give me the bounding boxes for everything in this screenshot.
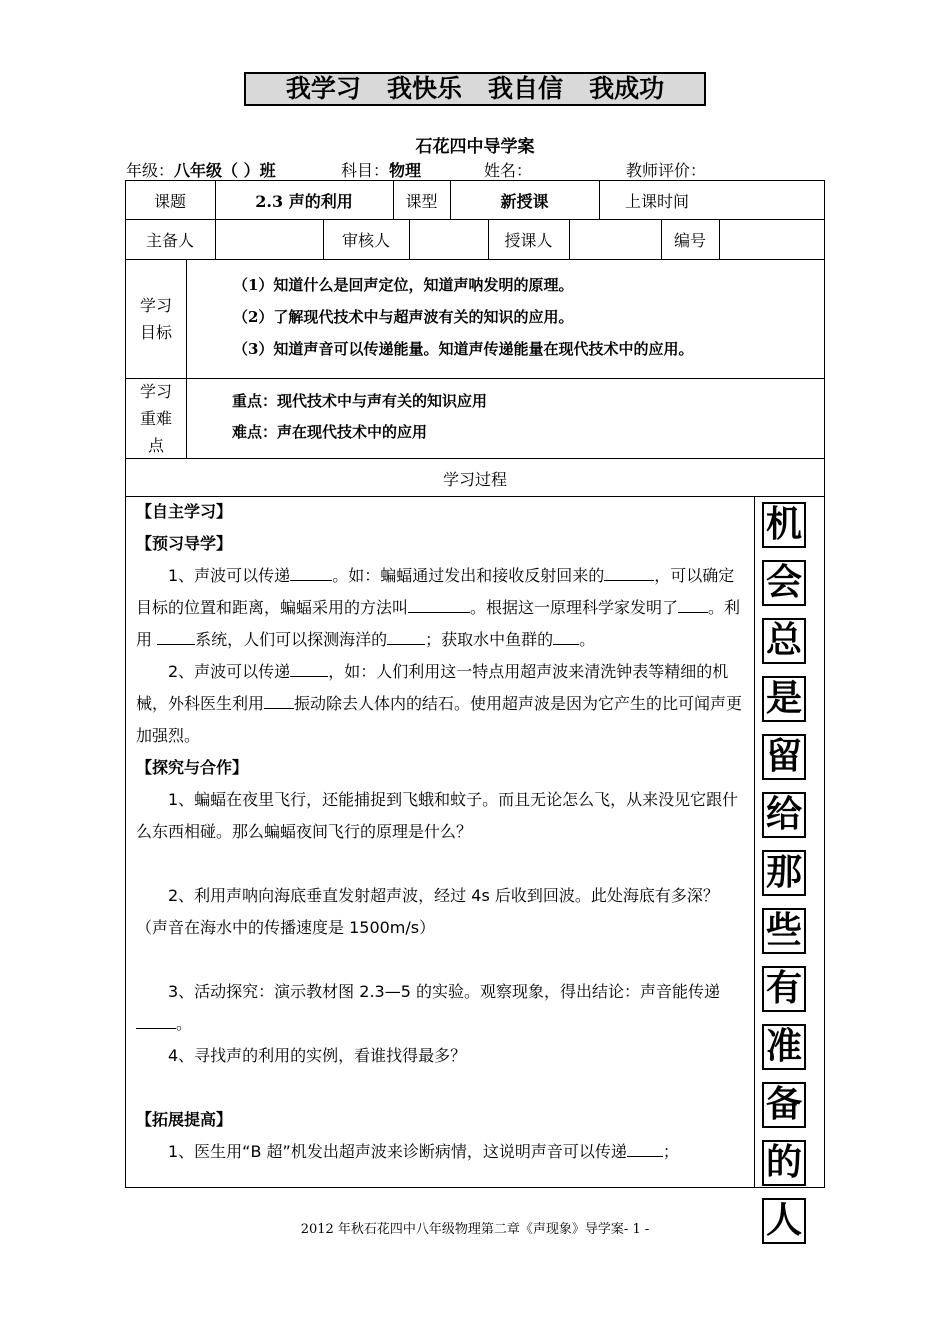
process-title: 学习过程: [442, 470, 507, 489]
question-text: ，如：人们利用这一特点用超声波来清洗钟表等精细的机械，外科医生利用: [136, 662, 729, 713]
motto-char: 留: [762, 734, 806, 780]
objective-item: （1）知道什么是回声定位，知道声呐发明的原理。: [233, 276, 574, 294]
objectives-label: 学习目标: [139, 296, 172, 342]
question-text: 。: [579, 630, 596, 649]
question-text: 。利用: [136, 598, 741, 649]
topic-label: 课题: [153, 191, 186, 211]
answer-blank[interactable]: [157, 626, 195, 645]
difficult-point: 难点：声在现代技术中的应用: [232, 423, 428, 441]
answer-blank[interactable]: [408, 594, 470, 613]
answer-blank[interactable]: [678, 594, 708, 613]
number-label: 编号: [673, 230, 706, 250]
table-divider: [754, 496, 755, 1188]
motto-char: 总: [762, 618, 806, 664]
question-text: ；: [662, 1142, 679, 1161]
document-title: 石花四中导学案: [415, 137, 535, 157]
answer-blank[interactable]: [136, 1010, 176, 1029]
self-study-heading: 【自主学习】: [136, 502, 233, 521]
question-text: ；获取水中鱼群的: [425, 630, 554, 649]
explore-heading: 【探究与合作】: [136, 758, 249, 777]
class-time-label: 上课时间: [625, 191, 690, 211]
topic-value: 2.3 声的利用: [255, 191, 353, 211]
preview-heading: 【预习导学】: [136, 534, 233, 553]
motto-char: 有: [762, 966, 806, 1012]
objective-item: （3）知道声音可以传递能量。知道声传递能量在现代技术中的应用。: [233, 340, 694, 358]
explore-question-3: [136, 976, 748, 1040]
class-time-value[interactable]: [719, 180, 825, 220]
table-divider: [125, 458, 825, 459]
teacher-eval-label: 教师评价：: [626, 161, 707, 180]
extend-question-1: [136, 1136, 748, 1168]
question-text: 1、医生用“B 超”机发出超声波来诊断病情，这说明声音可以传递: [168, 1142, 627, 1161]
explore-question-1: 1、蝙蝠在夜里飞行，还能捕捉到飞蛾和蚊子。而且无论怎么飞，从来没见它跟什么东西相碰。那么蝙蝠夜间飞行的原理是什么？: [136, 790, 739, 841]
question-text: 。根据这一原理科学家发明了: [470, 598, 679, 617]
motto-char: 是: [762, 676, 806, 722]
preview-question-2: [136, 656, 748, 752]
question-text: 2、声波可以传递: [168, 662, 291, 681]
motto-char: 机: [762, 502, 806, 548]
question-text: 。: [176, 1014, 193, 1033]
key-point: 重点：现代技术中与声有关的知识应用: [232, 392, 488, 410]
page-footer: 2012 年秋石花四中八年级物理第二章《声现象》导学案- 1 -: [300, 1222, 650, 1237]
grade-label: 年级：: [126, 161, 175, 180]
answer-blank[interactable]: [264, 690, 294, 709]
answer-space: [136, 1072, 748, 1104]
learning-content: [136, 496, 748, 1168]
subject-label: 科目：: [341, 161, 390, 180]
preparer-label: 主备人: [145, 230, 194, 250]
name-label: 姓名：: [484, 161, 533, 180]
teacher-value[interactable]: [569, 219, 661, 259]
question-text: ，可以确定目标的位置和距离，蝙蝠采用的方法叫: [136, 566, 735, 617]
question-text: 系统，人们可以探测海洋的: [195, 630, 388, 649]
table-divider: [186, 259, 187, 459]
motto-char: 会: [762, 560, 806, 606]
motto-char: 备: [762, 1082, 806, 1128]
extend-heading: 【拓展提高】: [136, 1110, 233, 1129]
explore-question-2: 2、利用声呐向海底垂直发射超声波，经过 4s 后收到回波。此处海底有多深？（声音在海水中的传播速度是 1500m/s）: [136, 886, 719, 937]
question-text: 振动除去人体内的结石。使用超声波是因为它产生的比可闻声更加强烈。: [136, 694, 743, 745]
question-text: 。如：蝙蝠通过发出和接收反射回来的: [332, 566, 605, 585]
motto-column: [762, 502, 806, 1256]
question-text: 3、活动探究：演示教材图 2.3—5 的实验。观察现象，得出结论：声音能传递: [168, 982, 720, 1001]
table-divider: [125, 259, 825, 260]
subject-value: 物理: [389, 161, 422, 180]
answer-space: [136, 848, 748, 880]
reviewer-value[interactable]: [409, 219, 488, 259]
answer-space: [136, 944, 748, 976]
grade-value: 八年级（ ）班: [174, 161, 276, 180]
reviewer-label: 审核人: [341, 230, 390, 250]
motto-char: 那: [762, 850, 806, 896]
table-divider: [125, 378, 825, 379]
preview-question-1: [136, 560, 748, 656]
teacher-label: 授课人: [504, 230, 553, 250]
preparer-value[interactable]: [215, 219, 323, 259]
answer-blank[interactable]: [553, 626, 579, 645]
subject-field: [341, 158, 421, 181]
motto-char: 些: [762, 908, 806, 954]
motto-char: 的: [762, 1140, 806, 1186]
grade-field: [126, 158, 276, 181]
answer-blank[interactable]: [290, 658, 328, 677]
explore-question-4: 4、寻找声的利用的实例，看谁找得最多？: [168, 1046, 467, 1065]
answer-blank[interactable]: [290, 562, 332, 581]
objective-item: （2）了解现代技术中与超声波有关的知识的应用。: [233, 308, 574, 326]
motto-char: 准: [762, 1024, 806, 1070]
answer-blank[interactable]: [627, 1138, 663, 1157]
type-label: 课型: [405, 191, 438, 211]
motto-char: 给: [762, 792, 806, 838]
question-text: 1、声波可以传递: [168, 566, 291, 585]
key-points-label: 学习重难点: [139, 382, 172, 455]
type-value: 新授课: [500, 191, 549, 211]
answer-blank[interactable]: [604, 562, 654, 581]
motto-banner: 我学习 我快乐 我自信 我成功: [244, 72, 706, 106]
motto-char: 人: [762, 1198, 806, 1244]
answer-blank[interactable]: [387, 626, 425, 645]
number-value[interactable]: [719, 219, 825, 259]
